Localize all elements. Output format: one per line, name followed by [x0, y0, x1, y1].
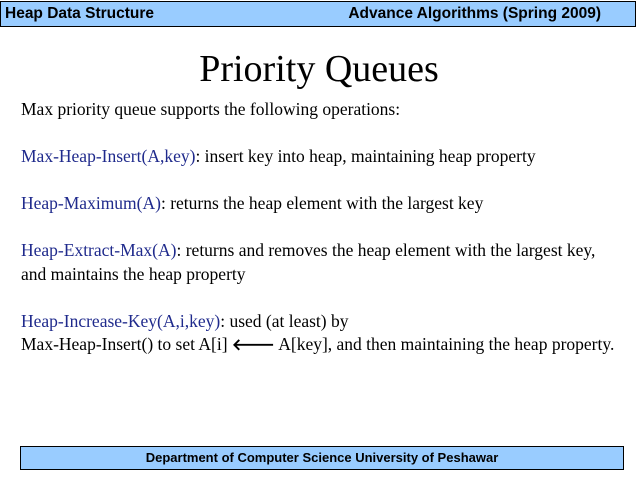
operation-description: : returns the heap element with the largest key: [160, 193, 484, 213]
operation-description: : returns and removes the heap element with the largest key,: [176, 240, 596, 260]
spacer: [21, 216, 621, 240]
assignment-text-before: Max-Heap-Insert() to set A[i]: [21, 334, 232, 354]
slide-title: Priority Queues: [199, 48, 439, 90]
operation-description-continued: and maintains the heap property: [21, 263, 246, 284]
operation-heap-extract-max: [21, 239, 621, 263]
operation-description-continued: [21, 333, 621, 357]
header-bar: [0, 1, 636, 27]
operation-description: : insert key into heap, maintaining heap property: [195, 146, 536, 166]
slide-content: [21, 98, 621, 357]
footer-bar: Department of Computer Science University of Peshawar: [20, 446, 624, 470]
spacer: [21, 122, 621, 146]
header-course-name: Advance Algorithms (Spring 2009): [348, 5, 601, 22]
intro-text: Max priority queue supports the following operations:: [21, 99, 401, 119]
operation-heap-maximum: [21, 192, 621, 216]
header-course-topic: Heap Data Structure: [5, 5, 155, 22]
spacer: [21, 169, 621, 193]
operation-name: Max-Heap-Insert(A,key): [21, 146, 196, 166]
operation-name: Heap-Increase-Key(A,i,key): [21, 310, 221, 331]
spacer: [21, 286, 621, 310]
assignment-text-after: A[key], and then maintaining the heap property.: [274, 334, 615, 354]
operation-description: : used (at least) by: [220, 310, 349, 331]
operation-heap-increase-key: [21, 310, 621, 334]
left-arrow-icon: 🡐: [231, 335, 275, 354]
operation-name: Heap-Extract-Max(A): [21, 240, 177, 260]
operation-max-heap-insert: [21, 145, 621, 169]
operation-name: Heap-Maximum(A): [21, 193, 161, 213]
